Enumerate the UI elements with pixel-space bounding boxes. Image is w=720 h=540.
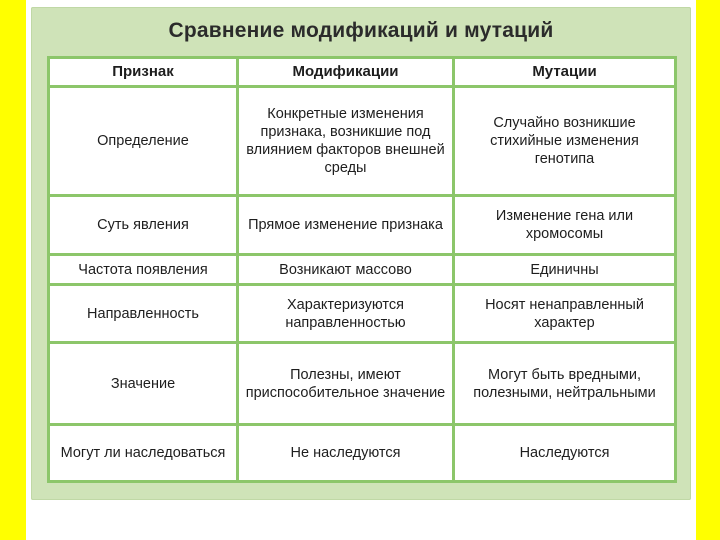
table-row <box>50 426 674 480</box>
comparison-table <box>47 56 677 483</box>
row-feature: Направленность <box>50 286 236 341</box>
table-row <box>50 88 674 194</box>
table-row <box>50 256 674 283</box>
header-mutations: Мутации <box>455 59 674 85</box>
content-panel <box>31 7 691 500</box>
row-mutations: Случайно возникшие стихийные изменения генотипа <box>455 88 674 194</box>
row-mutations: Носят ненаправленный характер <box>455 286 674 341</box>
row-feature: Значение <box>50 344 236 423</box>
row-mutations: Наследуются <box>455 426 674 480</box>
row-modifications: Не наследуются <box>239 426 452 480</box>
table-header-row <box>50 59 674 85</box>
row-feature: Определение <box>50 88 236 194</box>
slide-title: Сравнение модификаций и мутаций <box>168 19 554 42</box>
slide <box>26 0 696 540</box>
header-modifications: Модификации <box>239 59 452 85</box>
row-modifications: Конкретные изменения признака, возникшие под влиянием факторов внешней среды <box>239 88 452 194</box>
table-row <box>50 197 674 253</box>
row-mutations: Могут быть вредными, полезными, нейтральными <box>455 344 674 423</box>
row-modifications: Полезны, имеют приспособительное значение <box>239 344 452 423</box>
row-feature: Могут ли наследоваться <box>50 426 236 480</box>
row-feature: Частота появления <box>50 256 236 283</box>
row-mutations: Единичны <box>455 256 674 283</box>
row-mutations: Изменение гена или хромосомы <box>455 197 674 253</box>
table-row <box>50 344 674 423</box>
table-row <box>50 286 674 341</box>
row-modifications: Возникают массово <box>239 256 452 283</box>
row-feature: Суть явления <box>50 197 236 253</box>
row-modifications: Характеризуются направленностью <box>239 286 452 341</box>
row-modifications: Прямое изменение признака <box>239 197 452 253</box>
header-feature: Признак <box>50 59 236 85</box>
